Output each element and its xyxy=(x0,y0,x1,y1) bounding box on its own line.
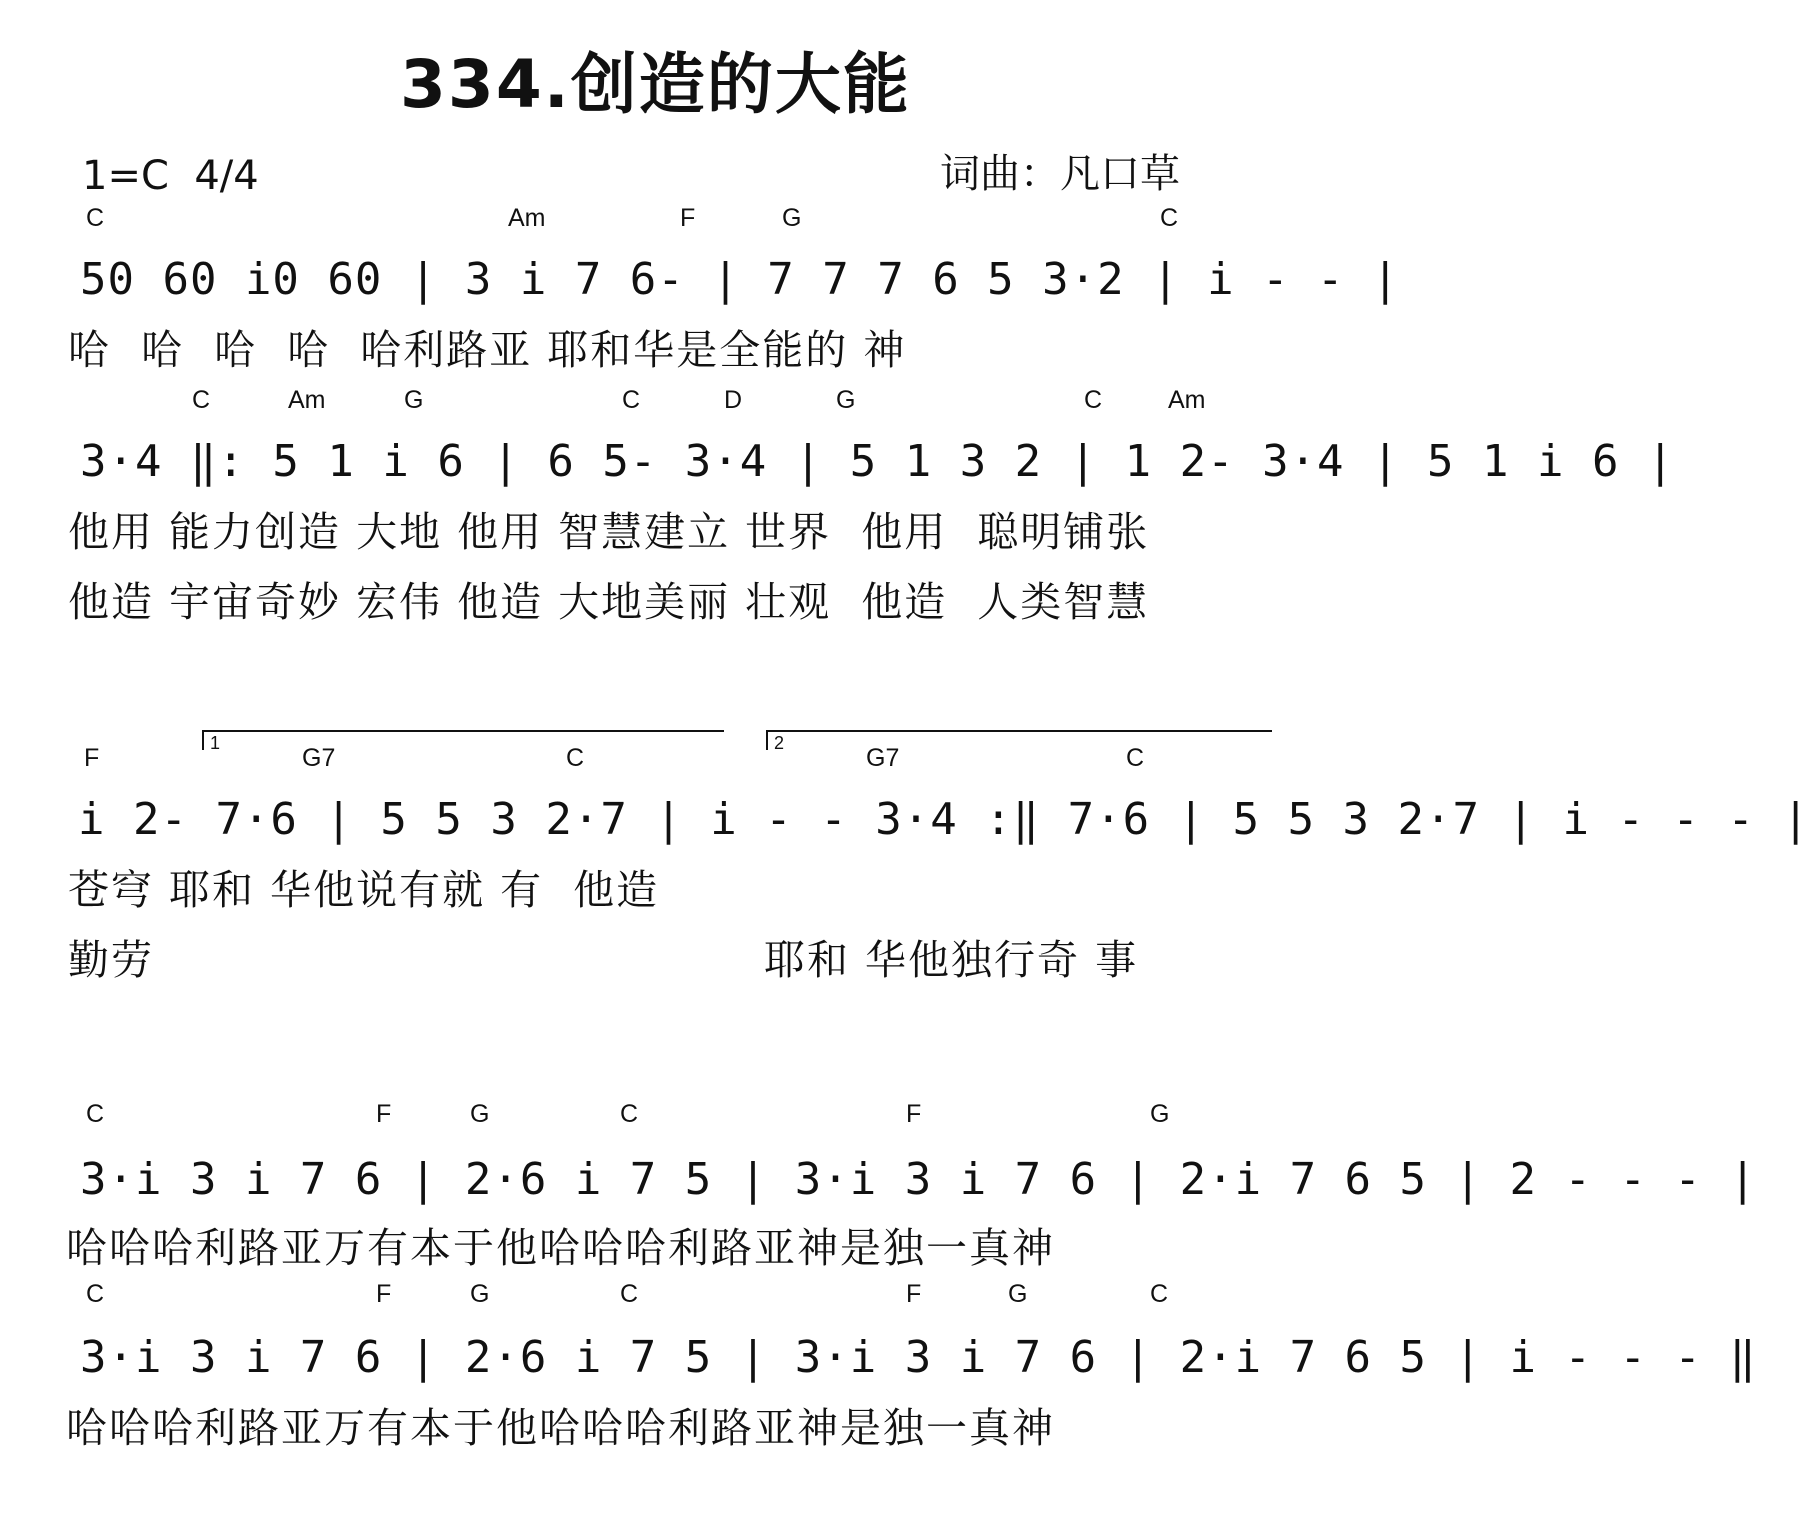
chord: G xyxy=(404,386,424,414)
first-ending-bracket xyxy=(202,730,724,753)
chord: F xyxy=(376,1280,392,1308)
chord: C xyxy=(1126,744,1145,772)
notation-line: 3·i 3 i 7 6 | 2·6 i 7 5 | 3·i 3 i 7 6 | 2·i 7 6 5 | 2 - - - | xyxy=(80,1154,1757,1205)
second-ending-number: 2 xyxy=(774,733,785,753)
song-title: 334.创造的大能 xyxy=(400,46,911,123)
lyric-line: 耶和 华他独行奇 事 xyxy=(764,936,1139,984)
chord: G7 xyxy=(866,744,900,772)
chord: G xyxy=(470,1280,490,1308)
chord: G xyxy=(836,386,856,414)
chord: F xyxy=(906,1100,922,1128)
chord: Am xyxy=(508,204,546,232)
credits: 词曲：凡口草 xyxy=(940,151,1180,197)
key-time-signature: 1=C 4/4 xyxy=(82,153,259,199)
chord: C xyxy=(86,1100,105,1128)
lyric-line: 他用 能力创造 大地 他用 智慧建立 世界 他用 聪明铺张 xyxy=(68,508,1150,556)
chord: F xyxy=(84,744,100,772)
chord: C xyxy=(192,386,211,414)
chord: G xyxy=(782,204,802,232)
lyric-line: 勤劳 xyxy=(68,936,154,984)
chord: C xyxy=(1160,204,1179,232)
second-ending-bracket xyxy=(766,730,1272,753)
notation-line: 3·4 ‖: 5 1 i 6 | 6 5- 3·4 | 5 1 3 2 | 1 2- 3·4 | 5 1 i 6 | xyxy=(80,436,1675,487)
lyric-line: 哈哈哈利路亚万有本于他哈哈哈利路亚神是独一真神 xyxy=(66,1404,1055,1452)
chord: C xyxy=(566,744,585,772)
chord: C xyxy=(1150,1280,1169,1308)
chord: C xyxy=(1084,386,1103,414)
chord: C xyxy=(86,204,105,232)
chord: C xyxy=(620,1280,639,1308)
lyric-line: 哈哈哈利路亚万有本于他哈哈哈利路亚神是独一真神 xyxy=(66,1224,1055,1272)
chord: F xyxy=(680,204,696,232)
chord: F xyxy=(376,1100,392,1128)
chord: F xyxy=(906,1280,922,1308)
chord: G xyxy=(1150,1100,1170,1128)
chord: C xyxy=(620,1100,639,1128)
chord: Am xyxy=(1168,386,1206,414)
chord: C xyxy=(86,1280,105,1308)
chord: C xyxy=(622,386,641,414)
notation-line: 50 60 i0 60 | 3 i 7 6- | 7 7 7 6 5 3·2 | i - - | xyxy=(80,254,1400,305)
chord: G xyxy=(470,1100,490,1128)
lyric-line: 哈 哈 哈 哈 哈利路亚 耶和华是全能的 神 xyxy=(68,326,907,374)
chord: G7 xyxy=(302,744,336,772)
chord: G xyxy=(1008,1280,1028,1308)
chord: D xyxy=(724,386,743,414)
lyric-line: 苍穹 耶和 华他说有就 有 他造 xyxy=(68,866,660,914)
first-ending-number: 1 xyxy=(210,733,221,753)
lyric-line: 他造 宇宙奇妙 宏伟 他造 大地美丽 壮观 他造 人类智慧 xyxy=(68,578,1150,626)
notation-line: i 2- 7·6 | 5 5 3 2·7 | i - - 3·4 :‖ 7·6 | 5 5 3 2·7 | i - - - | xyxy=(78,794,1810,845)
chord: Am xyxy=(288,386,326,414)
notation-line: 3·i 3 i 7 6 | 2·6 i 7 5 | 3·i 3 i 7 6 | 2·i 7 6 5 | i - - - ‖ xyxy=(80,1332,1757,1383)
